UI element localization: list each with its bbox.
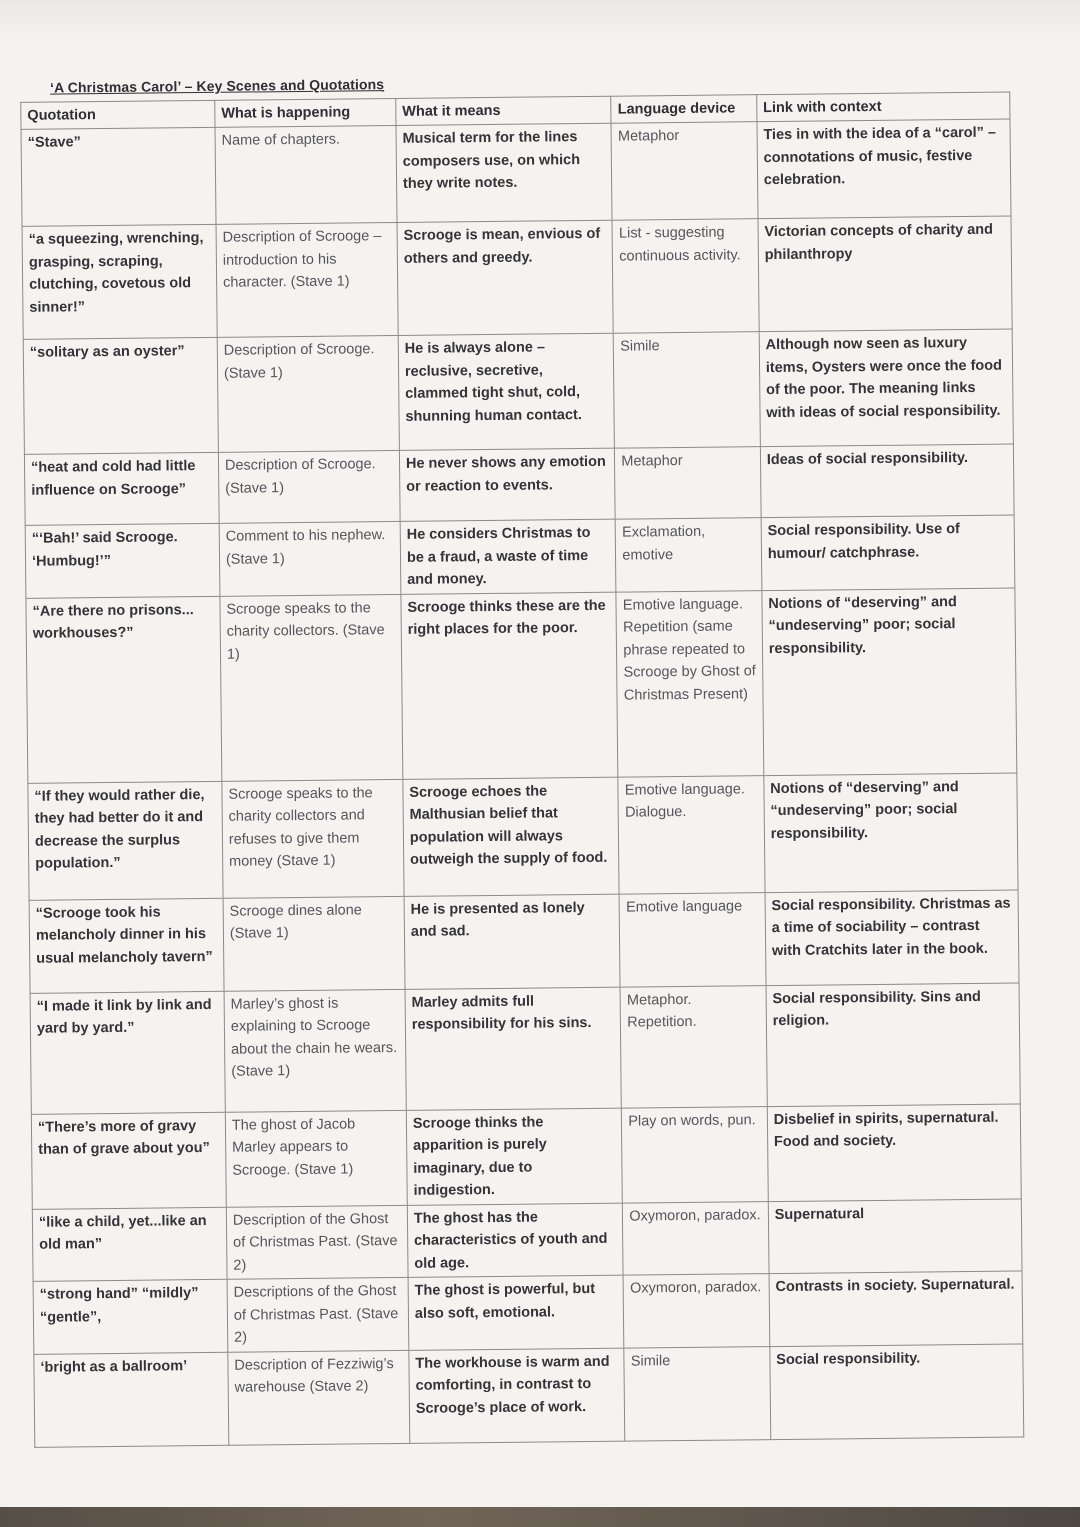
context-cell: Notions of “deserving” and “undeserving” poor; social responsibility. xyxy=(764,773,1018,893)
what-is-happening-cell: Marley’s ghost is explaining to Scrooge about the chain he wears. (Stave 1) xyxy=(224,989,406,1112)
table-row xyxy=(30,983,1020,1114)
quotation-cell: “a squeezing, wrenching, grasping, scraping, clutching, covetous old sinner!” xyxy=(22,225,217,340)
context-cell: Ideas of social responsibility. xyxy=(760,444,1014,518)
context-cell: Social responsibility. xyxy=(770,1344,1024,1440)
language-device-cell: Oxymoron, paradox. xyxy=(623,1201,769,1275)
what-it-means-cell: He is always alone – reclusive, secretive, clammed tight shut, cold, shunning human contact. xyxy=(398,334,615,451)
language-device-cell: Metaphor xyxy=(615,447,761,520)
table-row xyxy=(29,890,1019,993)
language-device-cell: Exclamation, emotive xyxy=(615,518,761,592)
context-cell: Disbelief in spirits, supernatural. Food and society. xyxy=(767,1104,1021,1202)
table-row xyxy=(26,588,1017,783)
what-is-happening-cell: The ghost of Jacob Marley appears to Scrooge. (Stave 1) xyxy=(225,1110,407,1207)
context-cell: Social responsibility. Sins and religion. xyxy=(766,983,1020,1107)
page-bottom-edge xyxy=(0,1507,1080,1527)
language-device-cell: Oxymoron, paradox. xyxy=(623,1274,769,1348)
quotations-table xyxy=(20,92,1024,1448)
context-cell: Social responsibility. Use of humour/ catchphrase. xyxy=(761,515,1015,590)
language-device-cell: Simile xyxy=(614,332,761,449)
what-it-means-cell: The ghost has the characteristics of youth and old age. xyxy=(407,1203,623,1278)
what-it-means-cell: Scrooge echoes the Malthusian belief that population will always outweigh the supply of food. xyxy=(403,777,620,896)
context-cell: Contrasts in society. Supernatural. xyxy=(769,1271,1023,1346)
language-device-cell: Emotive language. Repetition (same phrase repeated to Scrooge by Ghost of Christmas Present) xyxy=(616,591,763,778)
what-is-happening-cell: Description of Scrooge. (Stave 1) xyxy=(217,336,399,453)
language-device-cell: Metaphor xyxy=(611,122,757,221)
quotation-cell: “There’s more of gravy than of grave about you” xyxy=(31,1112,226,1209)
what-is-happening-cell: Scrooge speaks to the charity collectors. (Stave 1) xyxy=(220,594,403,781)
what-is-happening-cell: Description of the Ghost of Christmas Past. (Stave 2) xyxy=(226,1205,408,1279)
quotation-cell: “Are there no prisons... workhouses?” xyxy=(26,596,222,783)
context-cell: Ties in with the idea of a “carol” – connotations of music, festive celebration. xyxy=(757,119,1011,219)
table-row xyxy=(24,444,1014,525)
table-row xyxy=(22,216,1012,339)
header-quotation: Quotation xyxy=(21,100,215,129)
page-top-shadow xyxy=(0,0,1080,40)
table-row xyxy=(21,119,1011,226)
quotation-cell: “If they would rather die, they had better do it and decrease the surplus population.” xyxy=(28,781,223,900)
what-it-means-cell: Musical term for the lines composers use, on which they write notes. xyxy=(396,124,612,223)
what-is-happening-cell: Scrooge speaks to the charity collectors and refuses to give them money (Stave 1) xyxy=(222,779,404,898)
what-it-means-cell: He considers Christmas to be a fraud, a waste of time and money. xyxy=(400,520,616,595)
worksheet xyxy=(10,70,1024,1448)
header-what-it-means: What it means xyxy=(396,96,612,126)
what-is-happening-cell: Description of Fezziwig’s warehouse (Stave 2) xyxy=(228,1350,410,1445)
what-it-means-cell: Scrooge thinks the apparition is purely imaginary, due to indigestion. xyxy=(406,1108,622,1205)
context-cell: Notions of “deserving” and “undeserving” poor; social responsibility. xyxy=(762,588,1017,776)
table-row xyxy=(23,329,1013,454)
table-row xyxy=(34,1344,1024,1447)
table-row xyxy=(25,515,1015,598)
table-row xyxy=(33,1271,1023,1354)
what-it-means-cell: The ghost is powerful, but also soft, emotional. xyxy=(408,1275,624,1350)
what-is-happening-cell: Descriptions of the Ghost of Christmas Past. (Stave 2) xyxy=(227,1278,409,1352)
what-is-happening-cell: Scrooge dines alone (Stave 1) xyxy=(223,896,405,991)
context-cell: Supernatural xyxy=(768,1199,1022,1274)
what-is-happening-cell: Comment to his nephew. (Stave 1) xyxy=(219,522,401,596)
document-title: ‘A Christmas Carol’ – Key Scenes and Quotations xyxy=(49,76,385,96)
context-cell: Social responsibility. Christmas as a time of sociability – contrast with Cratchits later in the book. xyxy=(765,890,1019,986)
header-link-with-context: Link with context xyxy=(756,92,1009,122)
what-it-means-cell: He never shows any emotion or reaction to events. xyxy=(399,449,615,522)
context-cell: Victorian concepts of charity and philanthropy xyxy=(758,216,1012,332)
what-it-means-cell: He is presented as lonely and sad. xyxy=(404,894,620,989)
language-device-cell: Simile xyxy=(624,1346,770,1441)
what-is-happening-cell: Name of chapters. xyxy=(215,126,397,225)
what-it-means-cell: Marley admits full responsibility for his sins. xyxy=(405,987,622,1110)
quotation-cell: ‘bright as a ballroom’ xyxy=(34,1352,229,1447)
context-cell: Although now seen as luxury items, Oysters were once the food of the poor. The meaning links with ideas of social responsibility. xyxy=(759,329,1013,447)
language-device-cell: Play on words, pun. xyxy=(622,1107,768,1204)
quotation-cell: “strong hand” “mildly” “gentle”, xyxy=(33,1280,228,1354)
table-row xyxy=(28,773,1018,900)
table-row xyxy=(32,1199,1022,1282)
language-device-cell: List - suggesting continuous activity. xyxy=(612,219,759,334)
quotation-cell: “Stave” xyxy=(21,128,216,227)
what-it-means-cell: Scrooge is mean, envious of others and greedy. xyxy=(397,221,614,336)
what-is-happening-cell: Description of Scrooge. (Stave 1) xyxy=(218,451,400,524)
quotation-cell: “Scrooge took his melancholy dinner in his usual melancholy tavern” xyxy=(29,898,224,993)
quotation-cell: “heat and cold had little influence on Scrooge” xyxy=(24,453,219,526)
table-row xyxy=(31,1104,1021,1209)
header-language-device: Language device xyxy=(611,95,757,124)
what-it-means-cell: Scrooge thinks these are the right places for the poor. xyxy=(401,592,618,779)
language-device-cell: Emotive language xyxy=(619,893,765,988)
quotation-cell: “solitary as an oyster” xyxy=(23,338,218,455)
what-is-happening-cell: Description of Scrooge – introduction to his character. (Stave 1) xyxy=(216,223,398,338)
quotation-cell: “‘Bah!’ said Scrooge. ‘Humbug!’” xyxy=(25,524,220,598)
language-device-cell: Emotive language. Dialogue. xyxy=(618,776,765,895)
quotation-cell: “I made it link by link and yard by yard.” xyxy=(30,991,225,1114)
what-it-means-cell: The workhouse is warm and comforting, in contrast to Scrooge’s place of work. xyxy=(409,1348,625,1443)
header-what-is-happening: What is happening xyxy=(215,98,396,127)
quotation-cell: “like a child, yet...like an old man” xyxy=(32,1207,227,1281)
language-device-cell: Metaphor. Repetition. xyxy=(620,986,767,1109)
